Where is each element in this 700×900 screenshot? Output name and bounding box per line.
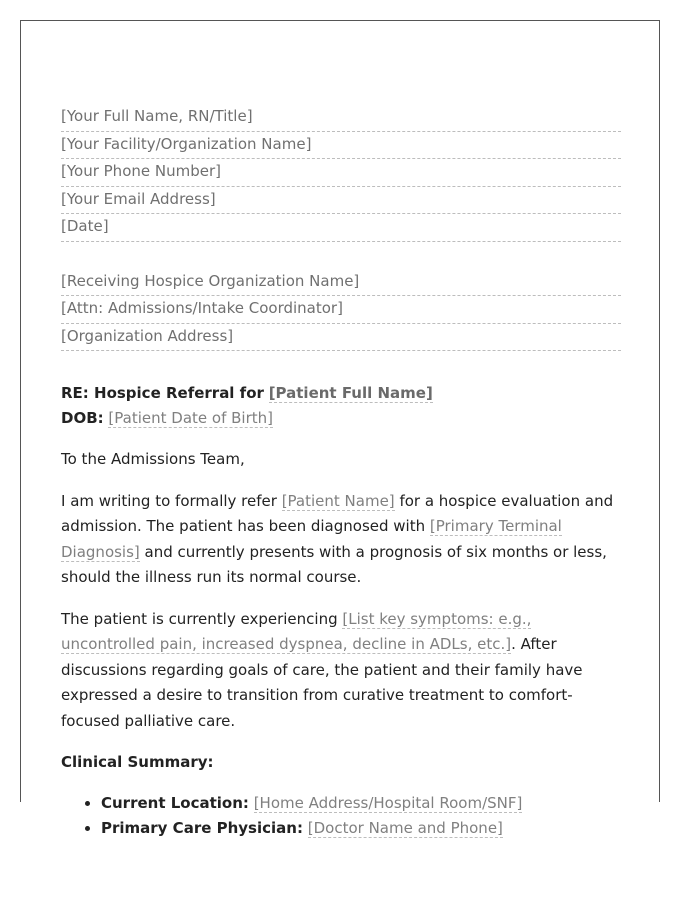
recipient-organization-field[interactable]: [Receiving Hospice Organization Name] — [61, 270, 621, 297]
paragraph-text: for a hospice evaluation and admission. The patient has been diagnosed with — [61, 491, 614, 535]
referral-paragraph — [61, 489, 621, 591]
dob-placeholder[interactable]: [Patient Date of Birth] — [108, 409, 273, 427]
list-item — [101, 816, 621, 841]
current-location-label: Current Location: — [101, 794, 249, 812]
recipient-attn-field[interactable]: [Attn: Admissions/Intake Coordinator] — [61, 297, 621, 324]
re-label: RE: Hospice Referral for — [61, 384, 264, 402]
subject-line — [61, 381, 621, 406]
dob-label: DOB: — [61, 409, 104, 427]
primary-care-physician-label: Primary Care Physician: — [101, 819, 303, 837]
list-item — [101, 791, 621, 816]
spacer — [61, 242, 621, 270]
symptoms-placeholder[interactable]: [List key symptoms: e.g., uncontrolled pain, increased dyspnea, decline in ADLs, etc.] — [61, 609, 532, 653]
paragraph-text: I am writing to formally refer — [61, 491, 282, 510]
sender-email-field[interactable]: [Your Email Address] — [61, 188, 621, 215]
spacer — [61, 351, 621, 381]
letter-content — [61, 105, 621, 841]
primary-care-physician-placeholder[interactable]: [Doctor Name and Phone] — [307, 819, 503, 837]
paragraph-text: The patient is currently experiencing — [61, 609, 343, 628]
dob-line — [61, 406, 621, 431]
paragraph-text: . After discussions regarding goals of care, the patient and their family have expressed a desire to transition from curative treatment to comfort-focused palliative care. — [61, 635, 583, 730]
patient-name-placeholder[interactable]: [Patient Name] — [281, 491, 395, 510]
recipient-address-field[interactable]: [Organization Address] — [61, 325, 621, 352]
salutation: To the Admissions Team, — [61, 450, 245, 468]
current-location-placeholder[interactable]: [Home Address/Hospital Room/SNF] — [253, 794, 523, 812]
paragraph-text: and currently presents with a prognosis of six months or less, should the illness run its normal course. — [61, 542, 607, 586]
date-field[interactable]: [Date] — [61, 215, 621, 242]
clinical-summary-list — [61, 791, 621, 841]
recipient-block — [61, 270, 621, 352]
sender-block — [61, 105, 621, 242]
sender-phone-field[interactable]: [Your Phone Number] — [61, 160, 621, 187]
letter-page — [20, 20, 660, 837]
patient-full-name-placeholder[interactable]: [Patient Full Name] — [268, 384, 433, 402]
diagnosis-placeholder[interactable]: [Primary Terminal Diagnosis] — [61, 517, 562, 561]
clinical-summary-title: Clinical Summary: — [61, 753, 214, 771]
sender-name-field[interactable]: [Your Full Name, RN/Title] — [61, 105, 621, 132]
sender-facility-field[interactable]: [Your Facility/Organization Name] — [61, 133, 621, 160]
symptoms-paragraph — [61, 607, 621, 735]
